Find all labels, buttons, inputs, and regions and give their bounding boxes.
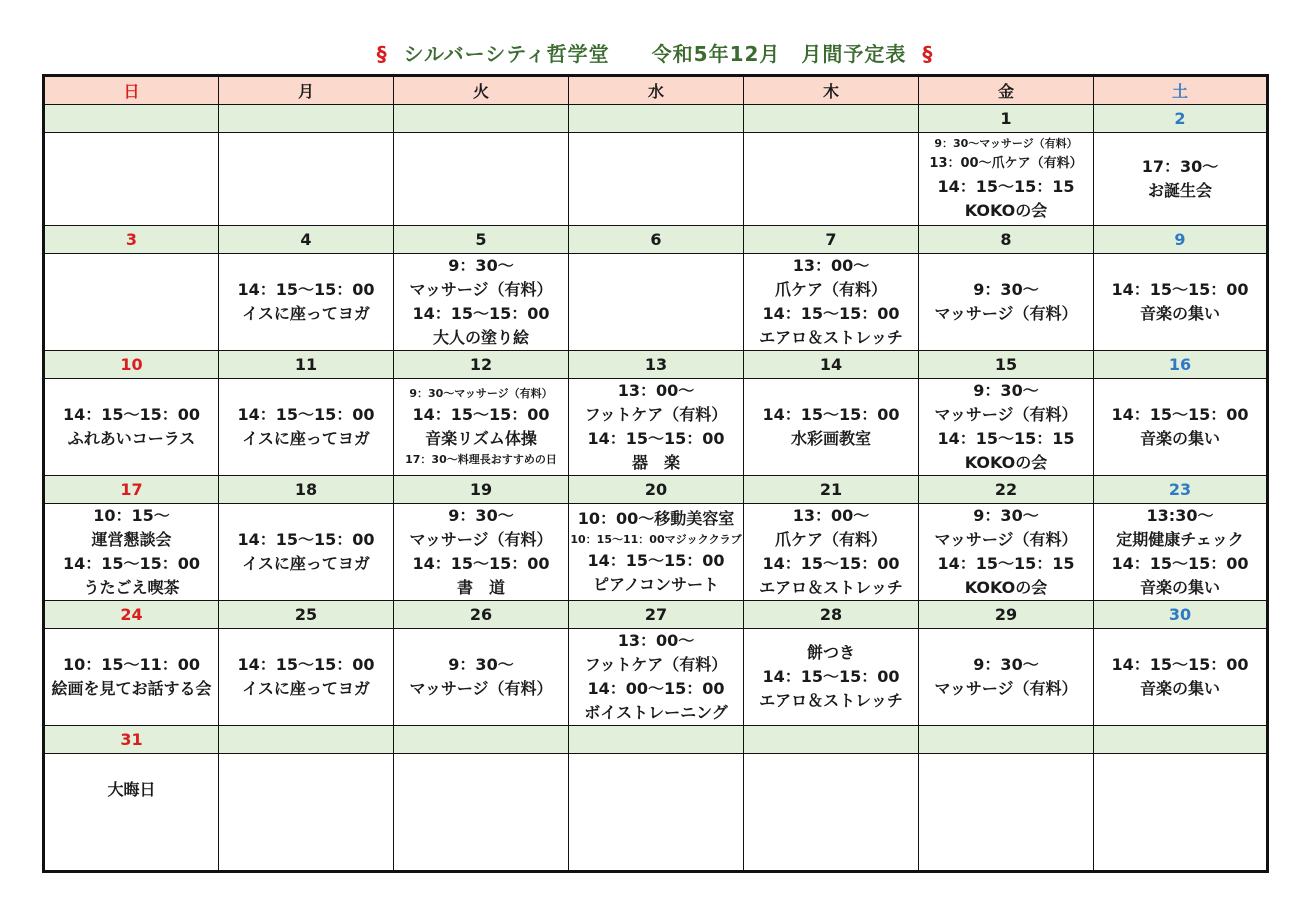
day-events-cell [394,754,569,872]
event-line: 水彩画教室 [790,429,871,448]
date-number: 3 [44,226,219,254]
date-number [569,726,744,754]
weekday-header-row [44,76,1268,105]
event-line: マッサージ（有料） [934,530,1078,549]
event-line: フットケア（有料） [584,405,728,424]
event-line: 17：30～ [1141,157,1219,176]
events-row [44,379,1268,476]
day-events-cell [1094,504,1268,601]
event-line: 14：15～15：00 [1111,554,1249,573]
date-number: 2 [1094,105,1268,133]
monthly-schedule-table [42,74,1269,873]
day-events-cell [919,133,1094,226]
date-number: 9 [1094,226,1268,254]
date-number: 26 [394,601,569,629]
event-line: マッサージ（有料） [409,280,553,299]
day-events-cell [219,254,394,351]
event-line: 14：15～15：00 [412,304,550,323]
day-events-cell [744,254,919,351]
event-line: 14：15～15：00 [1111,655,1249,674]
weekday-header: 木 [744,76,919,105]
event-line: 10：15～11：00 [62,655,201,674]
event-line: 14：15～15：15 [937,177,1075,196]
event-line: 14：15～15：00 [762,554,900,573]
event-line: 13：00～ [617,381,695,400]
event-line: うたごえ喫茶 [83,578,180,597]
day-events-cell [44,379,219,476]
event-line: 17：30～料理長おすすめの日 [405,453,557,466]
day-events-cell [394,504,569,601]
events-row [44,254,1268,351]
weekday-header: 火 [394,76,569,105]
date-number: 20 [569,476,744,504]
day-events-cell [744,504,919,601]
date-number: 6 [569,226,744,254]
event-line: エアロ＆ストレッチ [759,691,903,710]
event-line: 音楽リズム体操 [425,429,537,448]
date-number: 1 [919,105,1094,133]
weekday-header: 土 [1094,76,1268,105]
event-line: 14：15～15：00 [587,429,725,448]
weekday-header: 水 [569,76,744,105]
day-events-cell [394,133,569,226]
day-events-cell [569,629,744,726]
date-row [44,601,1268,629]
event-line: 14：15～15：00 [412,554,550,573]
title-text: シルバーシティ哲学堂 令和5年12月 月間予定表 [403,42,907,66]
event-line: 13：00～ [617,631,695,650]
date-row [44,476,1268,504]
event-line: イスに座ってヨガ [242,679,370,698]
event-line: 9：30～ [448,506,514,525]
date-number: 28 [744,601,919,629]
event-line: 14：15～15：00 [762,405,900,424]
day-events-cell [919,754,1094,872]
event-line: 14：15～15：00 [237,530,375,549]
day-events-cell [219,379,394,476]
day-events-cell [1094,379,1268,476]
day-events-cell [394,629,569,726]
event-line: 音楽の集い [1139,304,1220,323]
date-number [394,726,569,754]
event-line: 14：15～15：00 [762,667,900,686]
event-line: 10：15～ [93,506,170,525]
event-line: 9：30～ [448,655,514,674]
event-line: 14：15～15：15 [937,554,1075,573]
day-events-cell [44,629,219,726]
day-events-cell [919,254,1094,351]
day-events-cell [1094,254,1268,351]
day-events-cell [919,504,1094,601]
event-line: 14：15～15：00 [237,280,375,299]
section-mark-right: § [922,42,934,66]
event-line: マッサージ（有料） [409,530,553,549]
weekday-header: 日 [44,76,219,105]
event-line: KOKOの会 [964,201,1048,220]
event-line: 書 道 [456,578,505,597]
date-number: 7 [744,226,919,254]
day-events-cell [1094,133,1268,226]
event-line: 14：15～15：00 [237,405,375,424]
event-line: 10：00～移動美容室 [577,509,735,528]
event-line: マッサージ（有料） [934,304,1078,323]
event-line: フットケア（有料） [584,655,728,674]
day-events-cell [569,133,744,226]
day-events-cell [219,133,394,226]
day-events-cell [744,754,919,872]
day-events-cell [744,133,919,226]
event-line: 14：15～15：00 [587,551,725,570]
date-number: 19 [394,476,569,504]
date-number: 27 [569,601,744,629]
event-line: 大晦日 [107,780,156,799]
event-line: 9：30～ [973,381,1039,400]
event-line: 爪ケア（有料） [774,280,887,299]
date-number [919,726,1094,754]
date-number: 23 [1094,476,1268,504]
event-line: イスに座ってヨガ [242,554,370,573]
event-line: 9：30～マッサージ（有料） [409,387,553,400]
date-number: 22 [919,476,1094,504]
event-line: マッサージ（有料） [934,405,1078,424]
date-number [219,105,394,133]
date-number: 14 [744,351,919,379]
event-line: 運営懇談会 [91,530,172,549]
event-line: 14：15～15：15 [937,429,1075,448]
event-line: KOKOの会 [964,453,1048,472]
event-line: マッサージ（有料） [934,679,1078,698]
date-number: 4 [219,226,394,254]
day-events-cell [44,133,219,226]
date-row [44,351,1268,379]
day-events-cell [219,629,394,726]
event-line: ピアノコンサート [593,575,719,594]
event-line: 9：30～マッサージ（有料） [934,137,1078,150]
event-line: 14：15～15：00 [412,405,550,424]
event-line: 9：30～ [448,256,514,275]
event-line: 14：15～15：00 [237,655,375,674]
day-events-cell [744,379,919,476]
date-number: 31 [44,726,219,754]
events-row [44,133,1268,226]
date-number: 21 [744,476,919,504]
date-number [394,105,569,133]
date-number: 30 [1094,601,1268,629]
day-events-cell [44,754,219,872]
event-line: 10：15～11：00マジッククラブ [570,533,742,546]
date-number: 15 [919,351,1094,379]
event-line: エアロ＆ストレッチ [759,578,903,597]
day-events-cell [1094,629,1268,726]
day-events-cell [394,254,569,351]
event-line: 器 楽 [631,453,680,472]
event-line: 13:30～ [1146,506,1214,525]
event-line: 9：30～ [973,280,1039,299]
event-line: マッサージ（有料） [409,679,553,698]
day-events-cell [44,254,219,351]
date-number [219,726,394,754]
event-line: 14：15～15：00 [1111,405,1249,424]
weekday-header: 月 [219,76,394,105]
event-line: お誕生会 [1147,181,1212,200]
event-line: 9：30～ [973,655,1039,674]
event-line: 14：15～15：00 [62,554,201,573]
date-number [44,105,219,133]
event-line: 14：15～15：00 [762,304,900,323]
event-line: エアロ＆ストレッチ [759,328,903,347]
event-line: 14：15～15：00 [1111,280,1249,299]
section-mark-left: § [376,42,388,66]
date-number: 18 [219,476,394,504]
day-events-cell [569,754,744,872]
day-events-cell [219,754,394,872]
date-number: 16 [1094,351,1268,379]
events-row [44,504,1268,601]
events-row [44,754,1268,872]
event-line: 大人の塗り絵 [432,328,529,347]
date-number: 11 [219,351,394,379]
event-line: 爪ケア（有料） [774,530,887,549]
event-line: 13：00～ [792,506,870,525]
event-line: 音楽の集い [1139,578,1220,597]
day-events-cell [219,504,394,601]
date-number [569,105,744,133]
event-line: 13：00～爪ケア（有料） [929,156,1083,171]
events-row [44,629,1268,726]
date-number: 5 [394,226,569,254]
day-events-cell [394,379,569,476]
day-events-cell [569,254,744,351]
date-number: 12 [394,351,569,379]
date-row [44,105,1268,133]
event-line: 14：15～15：00 [62,405,201,424]
event-line: 14：00～15：00 [587,679,725,698]
day-events-cell [569,504,744,601]
event-line: 餅つき [806,643,855,662]
day-events-cell [1094,754,1268,872]
event-line: ふれあいコーラス [67,429,196,448]
day-events-cell [744,629,919,726]
date-number: 13 [569,351,744,379]
event-line: 13：00～ [792,256,870,275]
date-row [44,726,1268,754]
event-line: 音楽の集い [1139,429,1220,448]
event-line: 絵画を見てお話する会 [51,679,212,698]
event-line: 音楽の集い [1139,679,1220,698]
day-events-cell [44,504,219,601]
day-events-cell [919,629,1094,726]
date-number: 29 [919,601,1094,629]
date-number [744,105,919,133]
date-number: 8 [919,226,1094,254]
day-events-cell [569,379,744,476]
day-events-cell [919,379,1094,476]
date-number: 25 [219,601,394,629]
date-row [44,226,1268,254]
event-line: 定期健康チェック [1116,530,1244,549]
event-line: ボイストレーニング [584,703,728,722]
date-number: 24 [44,601,219,629]
date-number [1094,726,1268,754]
event-line: 9：30～ [973,506,1039,525]
page-title [0,38,1310,67]
weekday-header: 金 [919,76,1094,105]
event-line: イスに座ってヨガ [242,429,370,448]
event-line: イスに座ってヨガ [242,304,370,323]
date-number: 17 [44,476,219,504]
date-number [744,726,919,754]
event-line: KOKOの会 [964,578,1048,597]
date-number: 10 [44,351,219,379]
